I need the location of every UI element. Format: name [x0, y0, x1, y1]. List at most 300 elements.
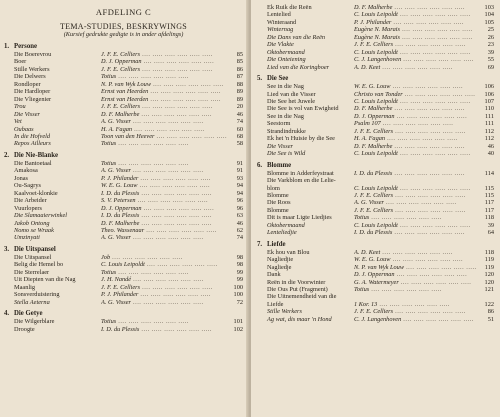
toc-entry — [4, 51, 243, 58]
toc-entry — [4, 190, 243, 197]
entry-author: D. F. Malherbe .... — [354, 143, 478, 150]
toc-entry — [4, 118, 243, 125]
entry-page-number: 23 — [487, 41, 494, 49]
entry-author: A. D. Keet .... — [354, 64, 478, 71]
entry-page-number: 115 — [484, 191, 494, 199]
entry-page-number: 96 — [236, 197, 243, 205]
entry-author: Ernst van Heerden .... — [101, 96, 227, 103]
right-page — [251, 0, 500, 417]
entry-author: J. F. E. Celliers .... — [354, 308, 478, 315]
entry-page-number: 120 — [484, 278, 494, 286]
entry-title: Lied van die Visser — [267, 90, 316, 98]
toc-entry — [257, 222, 494, 229]
section-name: Liefde — [267, 240, 286, 248]
entry-page-number: 89 — [236, 95, 243, 103]
entry-author: J. F. E. Celliers .... — [101, 66, 227, 73]
entry-page-number: 63 — [236, 212, 243, 220]
entry-page-number: 68 — [236, 132, 243, 140]
toc-entry — [257, 308, 494, 315]
entry-author: Theo. Wassenaar .... — [101, 227, 227, 234]
entry-author: N. P. van Wyk Louw .... — [354, 264, 478, 271]
toc-entry — [257, 150, 494, 157]
entry-page-number: 117 — [484, 206, 494, 214]
entry-title: Stella Aeterna — [14, 298, 50, 306]
entry-author: D. F. Malherbe .... — [101, 111, 227, 118]
entry-title: In die Hofveld — [14, 132, 51, 140]
entry-author: G. A. Watermeyer .... — [354, 279, 478, 286]
entry-title: Winternag — [267, 26, 294, 34]
entry-author: J. F. E. Celliers .... — [354, 41, 478, 48]
entry-title: Amakosa — [14, 167, 38, 175]
entry-page-number: 106 — [484, 90, 494, 98]
entry-title: Blomme — [267, 206, 289, 214]
toc-entry — [257, 4, 494, 11]
entry-page-number: 119 — [484, 256, 494, 264]
entry-page-number: 87 — [236, 73, 243, 81]
entry-page-number: 55 — [487, 56, 494, 64]
entry-page-number: 91 — [236, 167, 243, 175]
entry-page-number: 102 — [233, 325, 243, 333]
toc-section — [257, 240, 494, 324]
entry-title: Die Roos — [267, 199, 291, 207]
toc-entry — [4, 299, 243, 306]
entry-author: Totius .... — [101, 318, 227, 325]
entry-page-number: 94 — [236, 182, 243, 190]
toc-entry — [4, 88, 243, 95]
section-number: 4. — [4, 310, 10, 318]
toc-entry — [4, 103, 243, 110]
entry-title: Umzinyati — [14, 234, 40, 242]
toc-entry — [257, 120, 494, 127]
entry-page-number: 51 — [487, 315, 494, 323]
entry-title: Die See is Wild — [267, 150, 306, 158]
toc-entry — [4, 140, 243, 147]
entry-page-number: 69 — [487, 63, 494, 71]
entry-page-number: 46 — [236, 219, 243, 227]
entry-page-number: 98 — [236, 261, 243, 269]
toc-entry — [257, 113, 494, 120]
entry-author: P. J. Philander .... — [101, 175, 227, 182]
entry-title: Die Dans van die Reën — [267, 33, 326, 41]
entry-author: P. J. Philander .... — [101, 291, 227, 298]
entry-author: J. H. Nandé .... — [101, 276, 227, 283]
toc-entry — [257, 229, 494, 236]
toc-entry — [4, 126, 243, 133]
entry-page-number: 99 — [236, 268, 243, 276]
entry-title: Reën in die Voorwinter — [267, 278, 326, 286]
entry-title: Maanlig — [14, 283, 35, 291]
entry-author: C. Louis Leipoldt .... — [354, 150, 478, 157]
entry-title: Die Uitspansel — [14, 253, 52, 261]
toc-entry — [4, 276, 243, 283]
entry-title: Die Varkblom en die Lelie- — [267, 177, 336, 185]
entry-page-number: 20 — [236, 103, 243, 111]
toc-entry — [257, 192, 494, 199]
entry-page-number: 110 — [484, 105, 494, 113]
entry-author: Job .... — [101, 254, 227, 261]
entry-page-number: 96 — [236, 204, 243, 212]
entry-page-number: 26 — [487, 33, 494, 41]
toc-entry — [257, 41, 494, 48]
entry-title: See in die Nag — [267, 83, 304, 91]
toc-entry — [257, 271, 494, 278]
entry-author: A. G. Visser .... — [101, 118, 227, 125]
entry-page-number: 103 — [484, 4, 494, 11]
entry-author: Toon van den Heever .... — [101, 133, 227, 140]
entry-title: Die See is vol van Ewigheid — [267, 105, 339, 113]
entry-title: Seestorm — [267, 120, 291, 128]
entry-title: Droogte — [14, 325, 35, 333]
entry-title: Die See het Juwele — [267, 97, 316, 105]
entry-page-number: 74 — [236, 118, 243, 126]
entry-page-number: 104 — [484, 11, 494, 19]
section-title — [257, 161, 494, 170]
toc-entry — [257, 177, 494, 184]
section-name: Die See — [267, 75, 289, 83]
entry-title: See in die Nag — [267, 112, 304, 120]
entry-page-number: 88 — [236, 80, 243, 88]
entry-title: Die Vlakte — [267, 41, 294, 49]
toc-entry — [4, 73, 243, 80]
section-title — [257, 240, 494, 249]
toc-entry — [257, 135, 494, 142]
entry-author: D. J. Opperman .... — [354, 113, 478, 120]
entry-page-number: 98 — [236, 253, 243, 261]
entry-page-number: 111 — [485, 112, 494, 120]
entry-title: Belig die Hemel bo — [14, 261, 64, 269]
entry-title: Lentelied — [267, 11, 291, 19]
entry-author: Psalm 107 .... — [354, 120, 478, 127]
toc-entry — [257, 49, 494, 56]
entry-title: Die Delwers — [14, 73, 46, 81]
toc-entry — [4, 175, 243, 182]
entry-author: C. Louis Leipoldt .... — [354, 185, 478, 192]
entry-title: Winteraand — [267, 18, 297, 26]
entry-page-number: 99 — [236, 276, 243, 284]
entry-title: Kaalvoet-klonkie — [14, 189, 58, 197]
toc-section — [4, 151, 243, 242]
toc-entry — [4, 234, 243, 241]
toc-entry — [257, 249, 494, 256]
toc-entry — [257, 91, 494, 98]
entry-author: D. J. Opperman .... — [101, 205, 227, 212]
entry-title: Jonas — [14, 174, 28, 182]
entry-author: S. V. Petersen .... — [101, 197, 227, 204]
toc-section — [257, 161, 494, 237]
entry-title: Die Uitnemendheid van die — [267, 293, 337, 301]
section-number: 1. — [4, 43, 10, 50]
section-name: Die Getye — [14, 310, 43, 318]
entry-title: Ek hou van Blou — [267, 248, 310, 256]
entry-title: Nagliedjie — [267, 256, 294, 264]
entry-title: blom — [267, 184, 280, 192]
entry-page-number: 114 — [484, 169, 494, 177]
entry-author: 1 Kor. 13 .... — [354, 301, 478, 308]
entry-page-number: 39 — [487, 221, 494, 229]
toc-entry — [257, 56, 494, 63]
entry-title: Oktobermaand — [267, 221, 305, 229]
entry-author: A. G. Visser .... — [101, 167, 227, 174]
section-title — [4, 245, 243, 254]
toc-entry — [257, 316, 494, 323]
toc-entry — [257, 26, 494, 33]
section-subheading: TEMA-STUDIES, BESKRYWINGS — [59, 22, 188, 31]
toc-entry — [4, 58, 243, 65]
entry-author: C. Louis Leipoldt .... — [354, 11, 478, 18]
entry-page-number: 91 — [236, 159, 243, 167]
entry-author: Eugène N. Marais .... — [354, 26, 478, 33]
entry-page-number: 106 — [484, 83, 494, 91]
entry-title: Die Onteiening — [267, 56, 306, 64]
entry-page-number: 46 — [236, 110, 243, 118]
entry-author: Christo van Tonder .... — [354, 91, 478, 98]
toc-section — [4, 245, 243, 306]
entry-page-number: 93 — [236, 174, 243, 182]
entry-page-number: 25 — [487, 26, 494, 34]
entry-title: Jakob Ontong — [14, 219, 50, 227]
toc-entry — [257, 83, 494, 90]
toc-entry — [4, 111, 243, 118]
left-contents-list — [4, 42, 243, 333]
toc-section — [4, 42, 243, 148]
entry-title: Stille Werkers — [14, 65, 50, 73]
toc-entry — [257, 293, 494, 300]
toc-entry — [4, 160, 243, 167]
entry-author: H. A. Fagan .... — [354, 135, 478, 142]
entry-page-number: 107 — [484, 97, 494, 105]
entry-page-number: 117 — [484, 199, 494, 207]
toc-entry — [4, 261, 243, 268]
entry-title: Dank — [267, 271, 281, 279]
entry-author: C. Louis Leipoldt .... — [354, 222, 478, 229]
section-number: 6. — [257, 161, 263, 169]
entry-author: A. D. Keet .... — [354, 249, 478, 256]
entry-page-number: 74 — [236, 234, 243, 242]
entry-author: J. F. E. Celliers .... — [354, 128, 478, 135]
entry-author: C. Louis Leipoldt .... — [101, 261, 227, 268]
entry-title: Oubaas — [14, 125, 34, 133]
entry-title: Uit Diepten van die Nag — [14, 276, 76, 284]
toc-section — [257, 74, 494, 158]
entry-title: Die Ous Put (Fragment) — [267, 285, 328, 293]
entry-page-number: 100 — [233, 283, 243, 291]
entry-page-number: 46 — [487, 142, 494, 150]
toc-entry — [4, 133, 243, 140]
toc-entry — [4, 197, 243, 204]
entry-author: D. J. Opperman .... — [101, 58, 227, 65]
right-contents-list — [257, 74, 494, 323]
toc-entry — [257, 256, 494, 263]
section-name: Die Uitspansel — [14, 245, 56, 253]
entry-page-number: 118 — [484, 214, 494, 222]
entry-title: Die Boerevrou — [14, 51, 52, 58]
entry-author: J. F. E. Celliers .... — [354, 192, 478, 199]
entry-author: I. D. du Plessis .... — [354, 170, 478, 177]
section-number: 3. — [4, 245, 10, 253]
entry-page-number: 60 — [236, 125, 243, 133]
toc-entry — [257, 98, 494, 105]
entry-title: Rondloper — [14, 80, 41, 88]
entry-author: D. F. Malherbe .... — [101, 220, 227, 227]
entry-title: Ek Ruik die Reën — [267, 4, 312, 11]
entry-title: Vuurlopers — [14, 204, 42, 212]
entry-title: Die Sterrelaer — [14, 268, 50, 276]
toc-entry — [257, 301, 494, 308]
entry-title: Ou-Sagrys — [14, 182, 41, 190]
entry-title: Nomo se Wraak — [14, 226, 54, 234]
entry-author: I. D. du Plessis .... — [101, 212, 227, 219]
toc-entry — [257, 199, 494, 206]
entry-author: P. J. Philander .... — [354, 19, 478, 26]
toc-entry — [4, 326, 243, 333]
toc-entry — [257, 185, 494, 192]
toc-entry — [257, 214, 494, 221]
section-title — [4, 309, 243, 318]
entry-title: Die Arbeider — [14, 197, 47, 205]
entry-author: I. D. du Plessis .... — [354, 229, 478, 236]
section-name: Blomme — [267, 161, 292, 169]
entry-author: W. E. G. Louw .... — [354, 256, 478, 263]
entry-author: A. G. Visser .... — [101, 234, 227, 241]
entry-author: N. P. van Wyk Louw .... — [101, 81, 227, 88]
entry-title: Die Vliegenier — [14, 95, 52, 103]
toc-entry — [4, 291, 243, 298]
entry-title: Die Bantoetaal — [14, 159, 52, 167]
entry-title: Die Visser — [14, 110, 40, 118]
entry-page-number: 112 — [484, 127, 494, 135]
entry-page-number: 39 — [487, 48, 494, 56]
entry-page-number: 40 — [487, 150, 494, 158]
entry-author: J. F. E. Celliers .... — [101, 284, 227, 291]
toc-entry — [257, 64, 494, 71]
entry-page-number: 105 — [484, 18, 494, 26]
section-name: Persone — [14, 43, 38, 50]
entry-title: Dit is maar Ligte Liedjies — [267, 214, 332, 222]
entry-page-number: 72 — [236, 298, 243, 306]
toc-entry — [4, 220, 243, 227]
entry-author: Ernst van Heerden .... — [101, 88, 227, 95]
entry-page-number: 100 — [233, 291, 243, 299]
section-number: 5. — [257, 75, 263, 83]
toc-entry — [257, 264, 494, 271]
italic-note: (Kursief gedrukte gedigte is in ander afdelings) — [63, 31, 184, 38]
entry-author: W. E. G. Louw .... — [354, 83, 478, 90]
entry-author: Totius .... — [354, 214, 478, 221]
entry-page-number: 120 — [484, 271, 494, 279]
entry-author: Totius .... — [101, 160, 227, 167]
toc-entry — [4, 269, 243, 276]
entry-author: D. F. Malherbe .... — [354, 4, 478, 11]
entry-page-number: 85 — [236, 51, 243, 58]
entry-title: Trou — [14, 103, 26, 111]
toc-entry — [257, 207, 494, 214]
entry-page-number: 121 — [484, 285, 494, 293]
entry-title: Boer — [14, 58, 27, 66]
entry-title: Blomme in Adderfeystraat — [267, 169, 334, 177]
section-title — [4, 42, 243, 51]
entry-title: Oktobermaand — [267, 48, 305, 56]
entry-author: D. F. Malherbe .... — [354, 105, 478, 112]
section-title — [257, 74, 494, 83]
entry-title: Ek het 'n Huisie by die See — [267, 135, 335, 143]
toc-entry — [257, 105, 494, 112]
entry-author: Totius .... — [354, 286, 478, 293]
entry-page-number: 122 — [484, 300, 494, 308]
entry-page-number: 85 — [236, 58, 243, 66]
entry-author: W. E. G. Louw .... — [101, 182, 227, 189]
entry-page-number: 101 — [233, 318, 243, 326]
toc-entry — [257, 143, 494, 150]
toc-entry — [4, 182, 243, 189]
entry-author: Totius .... — [101, 73, 227, 80]
entry-title: Vet — [14, 118, 22, 126]
toc-entry — [257, 34, 494, 41]
entry-author: I. D. du Plessis .... — [101, 326, 227, 333]
entry-page-number: 58 — [236, 140, 243, 148]
toc-entry — [257, 286, 494, 293]
toc-entry — [4, 81, 243, 88]
toc-entry — [257, 11, 494, 18]
entry-title: Strandindrukke — [267, 127, 306, 135]
entry-title: Sonsverduistering — [14, 291, 60, 299]
entry-page-number: 94 — [236, 189, 243, 197]
toc-entry — [4, 167, 243, 174]
section-name: Die Nie-Blanke — [14, 151, 58, 159]
entry-author: J. F. E. Celliers .... — [354, 207, 478, 214]
entry-title: Repos Ailleurs — [14, 140, 51, 148]
toc-entry — [4, 96, 243, 103]
entry-author: A. G. Visser .... — [101, 299, 227, 306]
entry-title: Lenteliedjie — [267, 229, 297, 237]
toc-entry — [4, 318, 243, 325]
entry-page-number: 64 — [487, 229, 494, 237]
section-title — [4, 151, 243, 160]
continued-list — [257, 4, 494, 71]
entry-author: J. F. E. Celliers .... — [101, 51, 227, 58]
entry-author: Totius .... — [101, 140, 227, 147]
toc-entry — [4, 66, 243, 73]
entry-title: Lied van die Koringboer — [267, 63, 330, 71]
entry-page-number: 62 — [236, 226, 243, 234]
entry-page-number: 86 — [236, 65, 243, 73]
toc-entry — [4, 254, 243, 261]
entry-title: Blomme — [267, 191, 289, 199]
entry-page-number: 115 — [484, 184, 494, 192]
entry-author: I. D. du Plessis .... — [101, 190, 227, 197]
left-page — [0, 0, 249, 417]
entry-author: C. Louis Leipoldt .... — [354, 49, 478, 56]
toc-entry — [257, 170, 494, 177]
entry-page-number: 111 — [485, 120, 494, 128]
section-number: 7. — [257, 240, 263, 248]
entry-page-number: 86 — [487, 308, 494, 316]
toc-entry — [4, 205, 243, 212]
toc-entry — [257, 19, 494, 26]
entry-title: Ag wat, dis maar 'n Hond — [267, 315, 332, 323]
entry-author: A. G. Visser .... — [354, 199, 478, 206]
toc-entry — [257, 279, 494, 286]
toc-entry — [4, 212, 243, 219]
toc-entry — [4, 284, 243, 291]
entry-title: Nagliedje — [267, 263, 292, 271]
entry-author: C. Louis Leipoldt .... — [354, 98, 478, 105]
entry-author: H. A. Fagan .... — [101, 126, 227, 133]
entry-author: C. J. Langenhoven .... — [354, 56, 478, 63]
toc-entry — [257, 128, 494, 135]
entry-page-number: 89 — [236, 88, 243, 96]
entry-title: Die Wilgerblare — [14, 318, 55, 326]
section-number: 2. — [4, 151, 10, 159]
